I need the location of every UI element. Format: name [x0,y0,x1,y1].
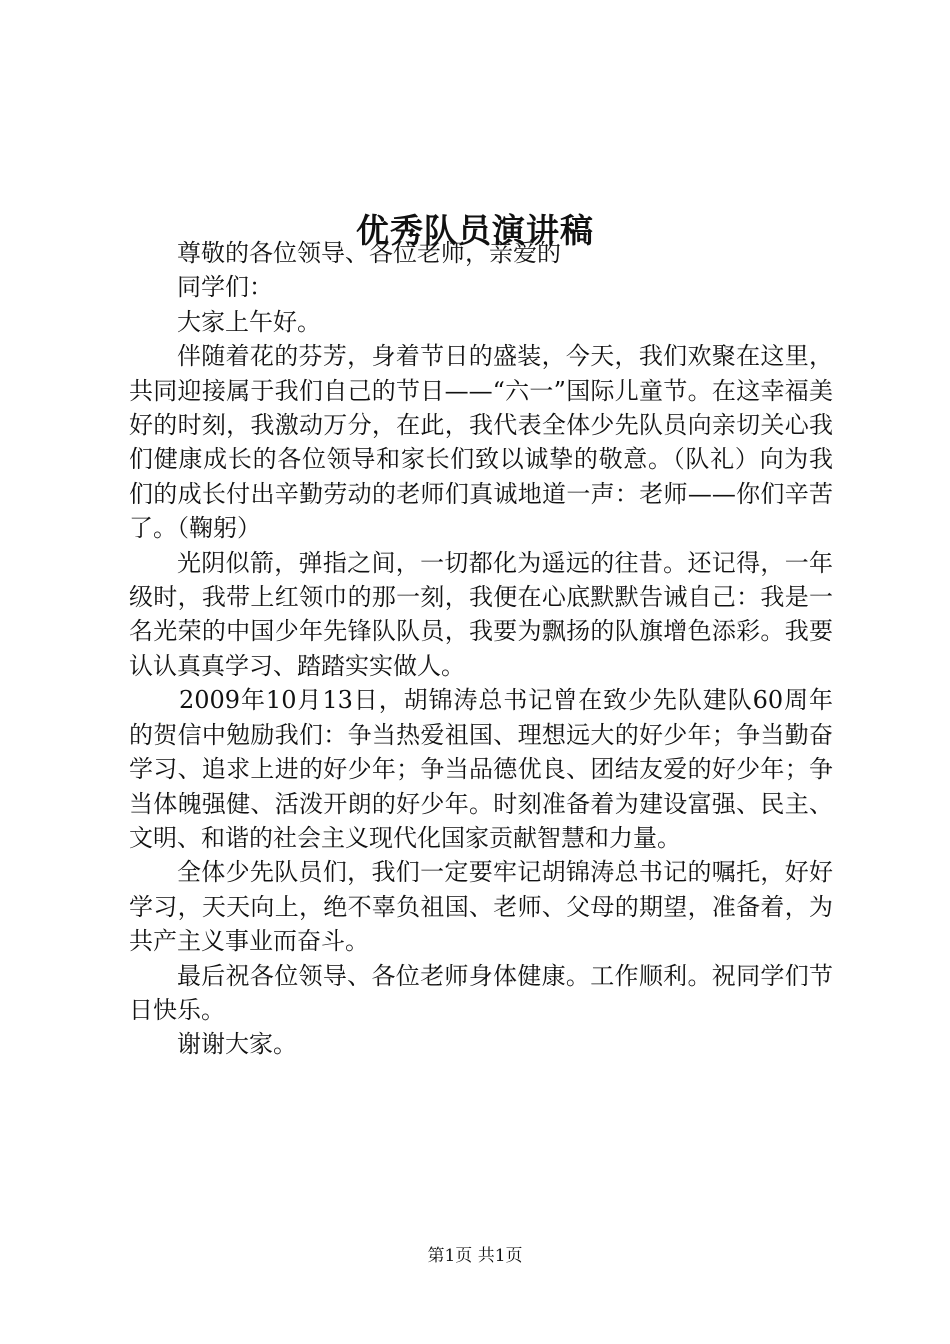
body-paragraph: 伴随着花的芬芳，身着节日的盛装，今天，我们欢聚在这里，共同迎接属于我们自己的节日——“六一”国际儿童节。在这幸福美好的时刻，我激动万分，在此，我代表全体少先队员向亲切关心我们健康成长的各位领导和家长们致以诚挚的敬意。（队礼）向为我们的成长付出辛勤劳动的老师们真诚地道一声：老师——你们辛苦了。（鞠躬） [129,342,833,543]
greeting-paragraph: 大家上午好。 [177,307,321,336]
document-title: 优秀队员演讲稿 [356,211,594,251]
body-paragraph: 光阴似箭，弹指之间，一切都化为遥远的往昔。还记得，一年级时，我带上红领巾的那一刻，我便在心底默默告诫自己：我是一名光荣的中国少年先锋队队员，我要为飘扬的队旗增色添彩。我要认认真真学习、踏踏实实做人。 [129,548,833,680]
thanks-line: 谢谢大家。 [177,1030,297,1059]
page-footer: 第1页 共1页 [427,1246,523,1266]
salutation-line: 同学们： [177,273,273,302]
document-body [129,236,833,1062]
salutation-line: 尊敬的各位领导、各位老师，亲爱的 [177,239,561,267]
body-paragraph: 2009年10月13日，胡锦涛总书记曾在致少先队建队60周年的贺信中勉励我们：争当热爱祖国、理想远大的好少年；争当勤奋学习、追求上进的好少年；争当品德优良、团结友爱的好少年；争当体魄强健、活泼开朗的好少年。时刻准备着为建设富强、民主、文明、和谐的社会主义现代化国家贡献智慧和力量。 [129,686,833,852]
body-paragraph: 全体少先队员们，我们一定要牢记胡锦涛总书记的嘱托，好好学习，天天向上，绝不辜负祖国、老师、父母的期望，准备着，为共产主义事业而奋斗。 [129,858,833,956]
closing-paragraph: 最后祝各位领导、各位老师身体健康。工作顺利。祝同学们节日快乐。 [129,961,833,1024]
